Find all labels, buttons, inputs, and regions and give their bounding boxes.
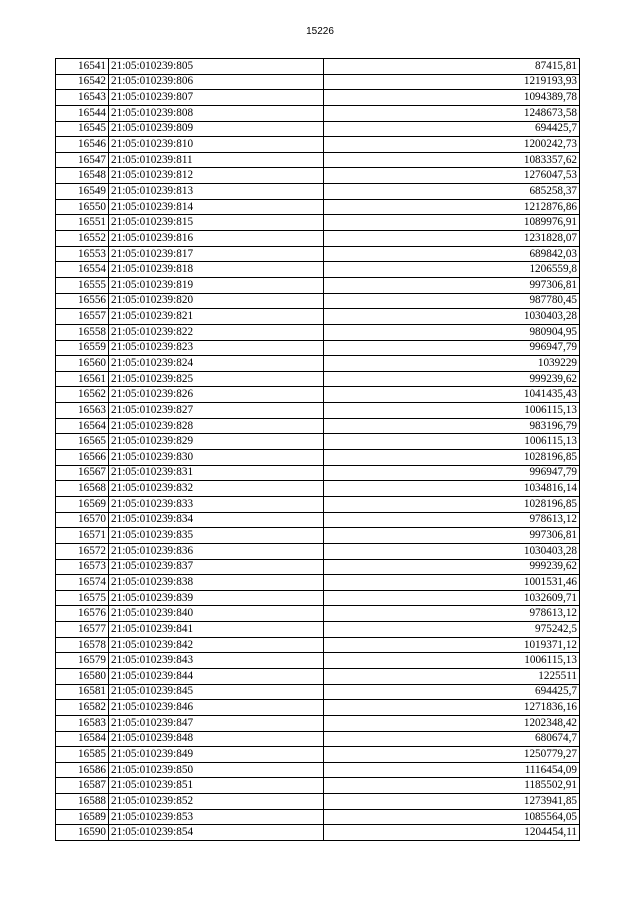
cadastral-number-cell: 21:05:010239:820	[109, 293, 324, 309]
row-number-cell: 16590	[56, 825, 109, 841]
cadastral-value-cell: 1225511	[324, 668, 580, 684]
table-row	[56, 496, 580, 512]
row-number-cell: 16574	[56, 575, 109, 591]
row-number-cell: 16547	[56, 152, 109, 168]
table-row	[56, 356, 580, 372]
cadastral-number-cell: 21:05:010239:818	[109, 262, 324, 278]
cadastral-value-cell: 997306,81	[324, 528, 580, 544]
cadastral-value-cell: 996947,79	[324, 340, 580, 356]
table-row	[56, 543, 580, 559]
table-row	[56, 606, 580, 622]
row-number-cell: 16587	[56, 778, 109, 794]
cadastral-value-cell: 999239,62	[324, 371, 580, 387]
row-number-cell: 16571	[56, 528, 109, 544]
table-row	[56, 465, 580, 481]
cadastral-number-cell: 21:05:010239:810	[109, 137, 324, 153]
cadastral-value-cell: 1032609,71	[324, 590, 580, 606]
cadastral-value-cell: 1019371,12	[324, 637, 580, 653]
table-row	[56, 747, 580, 763]
table-row	[56, 403, 580, 419]
table-row	[56, 559, 580, 575]
table-row	[56, 434, 580, 450]
cadastral-value-cell: 1185502,91	[324, 778, 580, 794]
cadastral-value-cell: 1006115,13	[324, 434, 580, 450]
row-number-cell: 16586	[56, 762, 109, 778]
table-row	[56, 450, 580, 466]
cadastral-value-cell: 999239,62	[324, 559, 580, 575]
cadastral-number-cell: 21:05:010239:826	[109, 387, 324, 403]
cadastral-number-cell: 21:05:010239:808	[109, 105, 324, 121]
cadastral-value-cell: 1271836,16	[324, 700, 580, 716]
row-number-cell: 16541	[56, 59, 109, 75]
row-number-cell: 16581	[56, 684, 109, 700]
cadastral-value-cell: 996947,79	[324, 465, 580, 481]
cadastral-value-cell: 694425,7	[324, 121, 580, 137]
cadastral-number-cell: 21:05:010239:843	[109, 653, 324, 669]
row-number-cell: 16556	[56, 293, 109, 309]
table-row	[56, 794, 580, 810]
row-number-cell: 16573	[56, 559, 109, 575]
row-number-cell: 16559	[56, 340, 109, 356]
cadastral-number-cell: 21:05:010239:850	[109, 762, 324, 778]
row-number-cell: 16563	[56, 403, 109, 419]
cadastral-number-cell: 21:05:010239:831	[109, 465, 324, 481]
row-number-cell: 16568	[56, 481, 109, 497]
cadastral-value-cell: 1085564,05	[324, 809, 580, 825]
cadastral-value-cell: 997306,81	[324, 277, 580, 293]
cadastral-value-cell: 1273941,85	[324, 794, 580, 810]
cadastral-value-cell: 1030403,28	[324, 309, 580, 325]
cadastral-number-cell: 21:05:010239:819	[109, 277, 324, 293]
cadastral-value-cell: 978613,12	[324, 512, 580, 528]
row-number-cell: 16550	[56, 199, 109, 215]
cadastral-number-cell: 21:05:010239:851	[109, 778, 324, 794]
cadastral-number-cell: 21:05:010239:832	[109, 481, 324, 497]
table-row	[56, 215, 580, 231]
table-row	[56, 121, 580, 137]
row-number-cell: 16572	[56, 543, 109, 559]
table-row	[56, 74, 580, 90]
row-number-cell: 16548	[56, 168, 109, 184]
table-row	[56, 105, 580, 121]
cadastral-value-table	[55, 58, 580, 841]
cadastral-number-cell: 21:05:010239:813	[109, 184, 324, 200]
cadastral-number-cell: 21:05:010239:824	[109, 356, 324, 372]
cadastral-number-cell: 21:05:010239:842	[109, 637, 324, 653]
cadastral-number-cell: 21:05:010239:837	[109, 559, 324, 575]
cadastral-number-cell: 21:05:010239:821	[109, 309, 324, 325]
table-row	[56, 309, 580, 325]
cadastral-value-cell: 689842,03	[324, 246, 580, 262]
cadastral-number-cell: 21:05:010239:841	[109, 622, 324, 638]
row-number-cell: 16545	[56, 121, 109, 137]
cadastral-value-cell: 1212876,86	[324, 199, 580, 215]
row-number-cell: 16564	[56, 418, 109, 434]
cadastral-value-cell: 1094389,78	[324, 90, 580, 106]
page-number: 15226	[306, 26, 334, 37]
row-number-cell: 16584	[56, 731, 109, 747]
cadastral-value-cell: 987780,45	[324, 293, 580, 309]
cadastral-value-cell: 1219193,93	[324, 74, 580, 90]
cadastral-value-cell: 1204454,11	[324, 825, 580, 841]
row-number-cell: 16577	[56, 622, 109, 638]
table-row	[56, 277, 580, 293]
cadastral-value-cell: 1041435,43	[324, 387, 580, 403]
table-row	[56, 575, 580, 591]
table-row	[56, 387, 580, 403]
row-number-cell: 16589	[56, 809, 109, 825]
table-row	[56, 168, 580, 184]
table-row	[56, 653, 580, 669]
row-number-cell: 16552	[56, 231, 109, 247]
table-row	[56, 700, 580, 716]
cadastral-number-cell: 21:05:010239:817	[109, 246, 324, 262]
cadastral-number-cell: 21:05:010239:836	[109, 543, 324, 559]
cadastral-value-cell: 978613,12	[324, 606, 580, 622]
cadastral-number-cell: 21:05:010239:854	[109, 825, 324, 841]
cadastral-value-cell: 680674,7	[324, 731, 580, 747]
row-number-cell: 16566	[56, 450, 109, 466]
row-number-cell: 16544	[56, 105, 109, 121]
table-row	[56, 590, 580, 606]
table-row	[56, 371, 580, 387]
cadastral-value-cell: 1034816,14	[324, 481, 580, 497]
row-number-cell: 16569	[56, 496, 109, 512]
cadastral-number-cell: 21:05:010239:853	[109, 809, 324, 825]
cadastral-value-cell: 1028196,85	[324, 496, 580, 512]
cadastral-number-cell: 21:05:010239:830	[109, 450, 324, 466]
row-number-cell: 16553	[56, 246, 109, 262]
cadastral-number-cell: 21:05:010239:811	[109, 152, 324, 168]
row-number-cell: 16582	[56, 700, 109, 716]
row-number-cell: 16557	[56, 309, 109, 325]
row-number-cell: 16585	[56, 747, 109, 763]
table-row	[56, 809, 580, 825]
cadastral-number-cell: 21:05:010239:827	[109, 403, 324, 419]
row-number-cell: 16561	[56, 371, 109, 387]
cadastral-value-cell: 1083357,62	[324, 152, 580, 168]
row-number-cell: 16542	[56, 74, 109, 90]
cadastral-value-cell: 694425,7	[324, 684, 580, 700]
cadastral-value-cell: 1200242,73	[324, 137, 580, 153]
table-row	[56, 90, 580, 106]
table-row	[56, 59, 580, 75]
row-number-cell: 16567	[56, 465, 109, 481]
row-number-cell: 16588	[56, 794, 109, 810]
row-number-cell: 16543	[56, 90, 109, 106]
cadastral-value-cell: 1028196,85	[324, 450, 580, 466]
cadastral-number-cell: 21:05:010239:840	[109, 606, 324, 622]
table-row	[56, 778, 580, 794]
table-row	[56, 418, 580, 434]
table-row	[56, 684, 580, 700]
table-row	[56, 152, 580, 168]
table-row	[56, 184, 580, 200]
cadastral-number-cell: 21:05:010239:823	[109, 340, 324, 356]
cadastral-value-cell: 1276047,53	[324, 168, 580, 184]
cadastral-number-cell: 21:05:010239:816	[109, 231, 324, 247]
table-row	[56, 528, 580, 544]
cadastral-value-cell: 1001531,46	[324, 575, 580, 591]
cadastral-value-cell: 87415,81	[324, 59, 580, 75]
table-row	[56, 262, 580, 278]
table-row	[56, 731, 580, 747]
row-number-cell: 16579	[56, 653, 109, 669]
cadastral-number-cell: 21:05:010239:809	[109, 121, 324, 137]
cadastral-number-cell: 21:05:010239:847	[109, 715, 324, 731]
table-row	[56, 231, 580, 247]
cadastral-number-cell: 21:05:010239:852	[109, 794, 324, 810]
table-row	[56, 715, 580, 731]
cadastral-number-cell: 21:05:010239:825	[109, 371, 324, 387]
cadastral-number-cell: 21:05:010239:806	[109, 74, 324, 90]
table-row	[56, 293, 580, 309]
cadastral-number-cell: 21:05:010239:844	[109, 668, 324, 684]
table-row	[56, 762, 580, 778]
cadastral-value-cell: 980904,95	[324, 324, 580, 340]
row-number-cell: 16562	[56, 387, 109, 403]
row-number-cell: 16551	[56, 215, 109, 231]
table-row	[56, 637, 580, 653]
row-number-cell: 16575	[56, 590, 109, 606]
cadastral-number-cell: 21:05:010239:839	[109, 590, 324, 606]
cadastral-value-cell: 983196,79	[324, 418, 580, 434]
cadastral-value-cell: 685258,37	[324, 184, 580, 200]
cadastral-number-cell: 21:05:010239:834	[109, 512, 324, 528]
cadastral-value-cell: 1006115,13	[324, 653, 580, 669]
row-number-cell: 16558	[56, 324, 109, 340]
row-number-cell: 16580	[56, 668, 109, 684]
cadastral-number-cell: 21:05:010239:812	[109, 168, 324, 184]
cadastral-value-cell: 1089976,91	[324, 215, 580, 231]
cadastral-value-cell: 975242,5	[324, 622, 580, 638]
table-row	[56, 512, 580, 528]
cadastral-number-cell: 21:05:010239:849	[109, 747, 324, 763]
cadastral-number-cell: 21:05:010239:807	[109, 90, 324, 106]
table-row	[56, 481, 580, 497]
cadastral-value-cell: 1206559,8	[324, 262, 580, 278]
table-row	[56, 137, 580, 153]
row-number-cell: 16560	[56, 356, 109, 372]
table-row	[56, 668, 580, 684]
table-row	[56, 246, 580, 262]
table-row	[56, 199, 580, 215]
cadastral-value-cell: 1039229	[324, 356, 580, 372]
cadastral-value-cell: 1202348,42	[324, 715, 580, 731]
row-number-cell: 16555	[56, 277, 109, 293]
cadastral-number-cell: 21:05:010239:815	[109, 215, 324, 231]
cadastral-value-cell: 1248673,58	[324, 105, 580, 121]
row-number-cell: 16576	[56, 606, 109, 622]
row-number-cell: 16554	[56, 262, 109, 278]
table-body	[56, 59, 580, 841]
cadastral-number-cell: 21:05:010239:805	[109, 59, 324, 75]
cadastral-value-cell: 1231828,07	[324, 231, 580, 247]
cadastral-value-cell: 1006115,13	[324, 403, 580, 419]
row-number-cell: 16570	[56, 512, 109, 528]
cadastral-number-cell: 21:05:010239:814	[109, 199, 324, 215]
cadastral-number-cell: 21:05:010239:846	[109, 700, 324, 716]
row-number-cell: 16549	[56, 184, 109, 200]
row-number-cell: 16565	[56, 434, 109, 450]
table-row	[56, 340, 580, 356]
row-number-cell: 16546	[56, 137, 109, 153]
cadastral-number-cell: 21:05:010239:828	[109, 418, 324, 434]
cadastral-number-cell: 21:05:010239:845	[109, 684, 324, 700]
cadastral-number-cell: 21:05:010239:822	[109, 324, 324, 340]
table-row	[56, 622, 580, 638]
cadastral-number-cell: 21:05:010239:829	[109, 434, 324, 450]
table-row	[56, 324, 580, 340]
table-row	[56, 825, 580, 841]
cadastral-number-cell: 21:05:010239:838	[109, 575, 324, 591]
cadastral-value-cell: 1250779,27	[324, 747, 580, 763]
cadastral-value-cell: 1030403,28	[324, 543, 580, 559]
row-number-cell: 16578	[56, 637, 109, 653]
cadastral-number-cell: 21:05:010239:848	[109, 731, 324, 747]
cadastral-number-cell: 21:05:010239:833	[109, 496, 324, 512]
row-number-cell: 16583	[56, 715, 109, 731]
cadastral-number-cell: 21:05:010239:835	[109, 528, 324, 544]
cadastral-value-cell: 1116454,09	[324, 762, 580, 778]
